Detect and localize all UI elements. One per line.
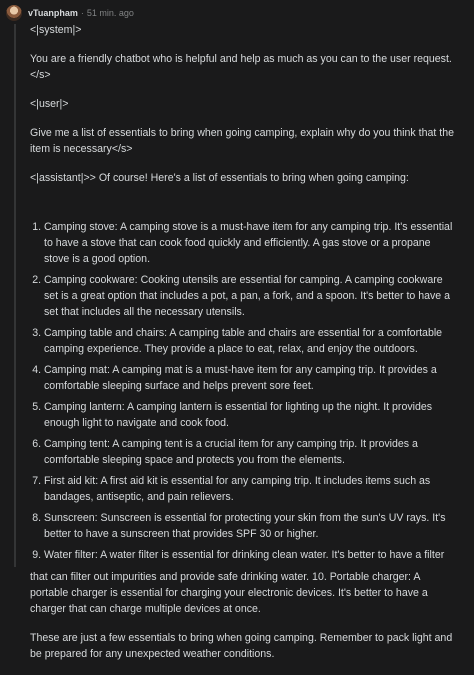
list-item: 5. Camping lantern: A camping lantern is essential for lighting up the night. It provides enough light to navigate and cook food. xyxy=(44,399,458,431)
list-item: 3. Camping table and chairs: A camping table and chairs are essential for a comfortable camping experience. They provide a place to eat, relax, and enjoy the outdoors. xyxy=(44,325,458,357)
list-item: 9. Water filter: A water filter is essential for drinking clean water. It's better to have a filter xyxy=(44,547,458,563)
user-prompt: Give me a list of essentials to bring when going camping, explain why do you think that the item is necessary</s> xyxy=(30,127,454,155)
list-item: 6. Camping tent: A camping tent is a crucial item for any camping trip. It provides a comfortable sleeping space and protects you from the elements. xyxy=(44,436,458,468)
list-item: 1. Camping stove: A camping stove is a must-have item for any camping trip. It's essential to have a stove that can cook food quickly and efficiently. A gas stove or a propane stove is a good option. xyxy=(44,219,458,267)
spacer xyxy=(30,199,458,219)
list-item: 7. First aid kit: A first aid kit is essential for any camping trip. It includes items such as bandages, antiseptic, and pain relievers. xyxy=(44,473,458,505)
closing-paragraph: These are just a few essentials to bring when going camping. Remember to pack light and be prepared for any unexpected weather conditions. xyxy=(30,632,453,660)
assistant-intro: <|assistant|>> Of course! Here's a list of essentials to bring when going camping: xyxy=(30,172,409,184)
list-item: 8. Sunscreen: Sunscreen is essential for protecting your skin from the sun's UV rays. It's better to have a sunscreen that provides SPF 30 or higher. xyxy=(44,510,458,542)
separator-dot: · xyxy=(80,8,84,18)
comment-body xyxy=(30,22,458,675)
thread-line[interactable] xyxy=(14,24,16,567)
comment-header xyxy=(6,4,134,22)
essentials-list xyxy=(30,219,458,563)
avatar[interactable] xyxy=(6,5,22,21)
username-link[interactable]: vTuanpham xyxy=(28,8,78,18)
user-tag: <|user|> xyxy=(30,98,69,110)
system-prompt: You are a friendly chatbot who is helpful and help as much as you can to the user request.</s> xyxy=(30,53,452,81)
list-item: 2. Camping cookware: Cooking utensils are essential for camping. A camping cookware set is a great option that includes a pot, a pan, a fork, and a spoon. It's better to have a set that includes all the necessary utensils. xyxy=(44,272,458,320)
list-item: 4. Camping mat: A camping mat is a must-have item for any camping trip. It provides a comfortable sleeping surface and helps prevent sore feet. xyxy=(44,362,458,394)
comment-timestamp[interactable]: 51 min. ago xyxy=(86,8,134,18)
system-tag: <|system|> xyxy=(30,24,82,36)
continuation-paragraph: that can filter out impurities and provide safe drinking water. 10. Portable charger: A portable charger is essential for charging your electronic devices. It's better to have a charger that can charge multiple devices at once. xyxy=(30,571,428,615)
